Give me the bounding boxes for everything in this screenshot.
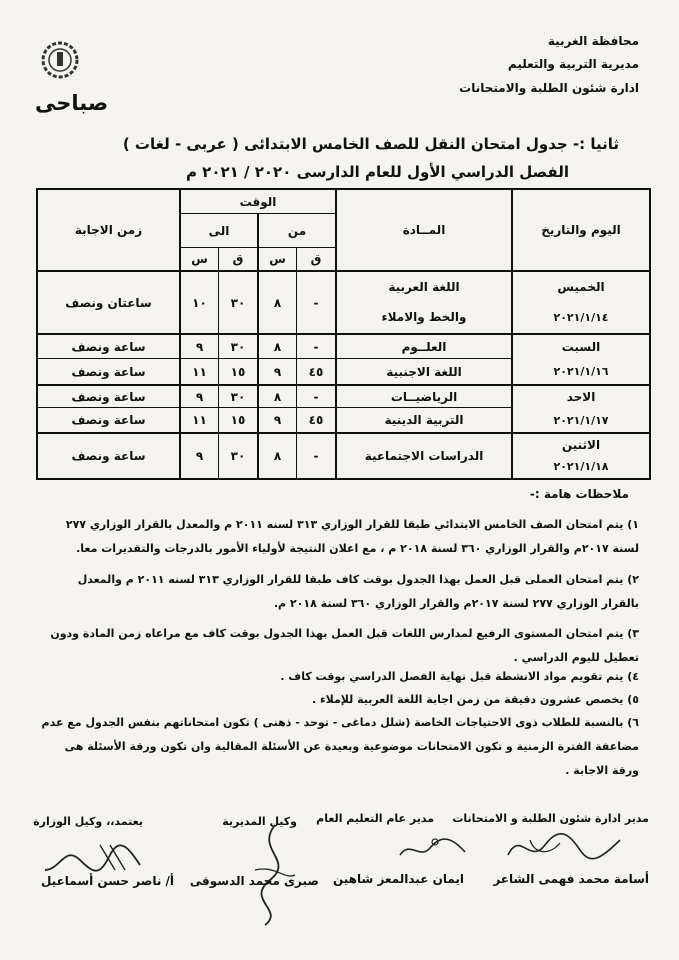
signature-scribble-icon (500, 825, 630, 870)
duration-cell: ساعة ونصف (71, 364, 146, 379)
to-min-cell: ٣٠ (230, 389, 246, 404)
from-min-cell: - (313, 449, 319, 463)
duration-cell: ساعة ونصف (71, 413, 146, 427)
signatory-name: ايمان عبدالمعز شاهين (332, 872, 464, 886)
signature-scribble-icon (395, 830, 475, 870)
duration-cell: ساعة ونصف (71, 389, 146, 404)
page-subtitle: الفصل الدراسي الأول للعام الدارسى ٢٠٢٠ / ٢٠٢١ م (185, 163, 569, 181)
header-to-hour: س (191, 252, 208, 266)
note-item: ٦) بالنسبة للطلاب ذوى الاحتياجات الخاصة (شلل دماغى - توحد - ذهنى ) تكون امتحاناتهم بنفس الجدول مع عدم مضاعفة الفترة الزمنية و تكون الامتحانات موضوعية وبعيدة عن الأسئلة المقالية وان تكون ورقة الأسئلة هى ورقة الاجابة . (41, 716, 639, 777)
day-date: ٢٠٢١/١/١٦ (553, 364, 609, 378)
to-hour-cell: ١١ (192, 413, 207, 427)
duration-cell: ساعتان ونصف (65, 295, 152, 310)
header-to: الى (208, 223, 230, 238)
to-min-cell: ٣٠ (230, 295, 246, 310)
signature-title: مدير ادارة شئون الطلبة و الامتحانات (452, 812, 649, 825)
signature-title: مدير عام التعليم العام (316, 812, 434, 825)
header-duration: زمن الاجابة (74, 223, 143, 237)
note-item: ١) يتم امتحان الصف الخامس الابتدائي طبقا للقرار الوزاري ٣١٣ لسنه ٢٠١١ م والمعدل بالقرار الوزاري ٢٧٧ لسنة ٢٠١٧م والقرار الوزاري ٣٦٠ لسنة ٢٠١٨ م ، مع اعلان النتيجة لأولياء الأمور بالدرجات والتقديرات معا. (65, 518, 639, 555)
from-hour-cell: ٨ (273, 449, 282, 463)
to-min-cell: ٣٠ (230, 339, 246, 354)
day-name: الاثنين (561, 438, 601, 452)
from-min-cell: ٤٥ (308, 413, 324, 427)
notes-title: ملاحظات هامة :- (529, 487, 629, 501)
from-min-cell: - (313, 339, 319, 354)
day-date: ٢٠٢١/١/١٤ (553, 310, 609, 324)
day-name: السبت (561, 340, 601, 354)
subject-cell: العلــوم (401, 339, 447, 354)
day-name: الخميس (557, 280, 605, 294)
signatory-name: أسامة محمد فهمى الشاعر (493, 872, 649, 886)
header-from: من (287, 223, 307, 238)
day-date: ٢٠٢١/١/١٧ (553, 413, 609, 427)
note-item: ٥) يخصص عشرون دقيقة من زمن اجابة اللغة العربية للإملاء . (312, 693, 639, 706)
subject-cell: اللغة الاجنبية (386, 364, 462, 379)
header-from-min: ق (310, 252, 322, 266)
signatory-name: صبرى محمد الدسوقى (189, 874, 319, 888)
ministry-logo-icon (40, 40, 80, 80)
from-hour-cell: ٩ (273, 413, 282, 427)
note-item: ٤) يتم تقويم مواد الانشطة قبل نهاية الفصل الدراسي بوقت كاف . (280, 670, 639, 683)
note-item: ٢) يتم امتحان العملى قبل العمل بهذا الجدول بوقت كاف طبقا للقرار الوزاري ٣١٣ لسنه ٢٠١١ م والمعدل بالقرار الوزاري ٢٧٧ لسنة ٢٠١٧م والقرار الوزاري ٣٦٠ لسنة ٢٠١٨ م. (77, 573, 639, 610)
header-subject: المــادة (402, 223, 446, 237)
header-from-hour: س (269, 252, 286, 266)
to-hour-cell: ٩ (195, 449, 204, 463)
from-hour-cell: ٩ (273, 364, 282, 379)
exam-schedule-table (36, 188, 651, 480)
to-hour-cell: ١١ (192, 364, 207, 379)
header-day-date: اليوم والتاريخ (541, 223, 621, 237)
from-hour-cell: ٨ (273, 389, 282, 404)
signatory-name: أ/ ناصر حسن أسماعيل (40, 874, 174, 888)
to-hour-cell: ٩ (195, 339, 204, 354)
department-label: ادارة شئون الطلبة والامتحانات (459, 81, 639, 95)
directorate-label: مديرية التربية والتعليم (507, 57, 639, 71)
from-min-cell: - (313, 389, 319, 404)
header-time: الوقت (239, 194, 277, 209)
note-item: ٣) يتم امتحان المستوى الرفيع لمدارس اللغات قبل العمل بهذا الجدول بوقت كاف مع مراعاه زمن المادة ودون تعطيل لليوم الدراسي . (50, 627, 639, 664)
to-hour-cell: ٩ (195, 389, 204, 404)
page-title: ثانيا :- جدول امتحان النقل للصف الخامس الابتدائى ( عربى - لغات ) (122, 135, 619, 153)
subject-cell: اللغة العربية (388, 280, 460, 294)
to-hour-cell: ١٠ (192, 295, 207, 310)
duration-cell: ساعة ونصف (71, 339, 146, 354)
from-hour-cell: ٨ (273, 295, 282, 310)
to-min-cell: ١٥ (230, 413, 246, 427)
subject-cell: الرياضيــات (390, 389, 458, 404)
signature-title: وكيل المديرية (222, 815, 297, 828)
subject-cell: الدراسات الاجتماعية (364, 449, 484, 463)
signature-title: يعتمد،، وكيل الوزارة (33, 815, 143, 828)
watermark-text: صباحى (35, 91, 109, 115)
subject-cell: التربية الدينية (384, 413, 464, 427)
day-name: الاحد (566, 390, 596, 404)
from-min-cell: - (313, 295, 319, 310)
to-min-cell: ١٥ (230, 364, 246, 379)
from-hour-cell: ٨ (273, 339, 282, 354)
duration-cell: ساعة ونصف (71, 449, 146, 463)
from-min-cell: ٤٥ (308, 364, 324, 379)
header-to-min: ق (232, 252, 244, 266)
day-date: ٢٠٢١/١/١٨ (553, 459, 609, 473)
subject-cell-line2: والخط والاملاء (381, 310, 467, 324)
to-min-cell: ٣٠ (230, 449, 246, 463)
governorate-label: محافظة الغربية (547, 34, 639, 48)
